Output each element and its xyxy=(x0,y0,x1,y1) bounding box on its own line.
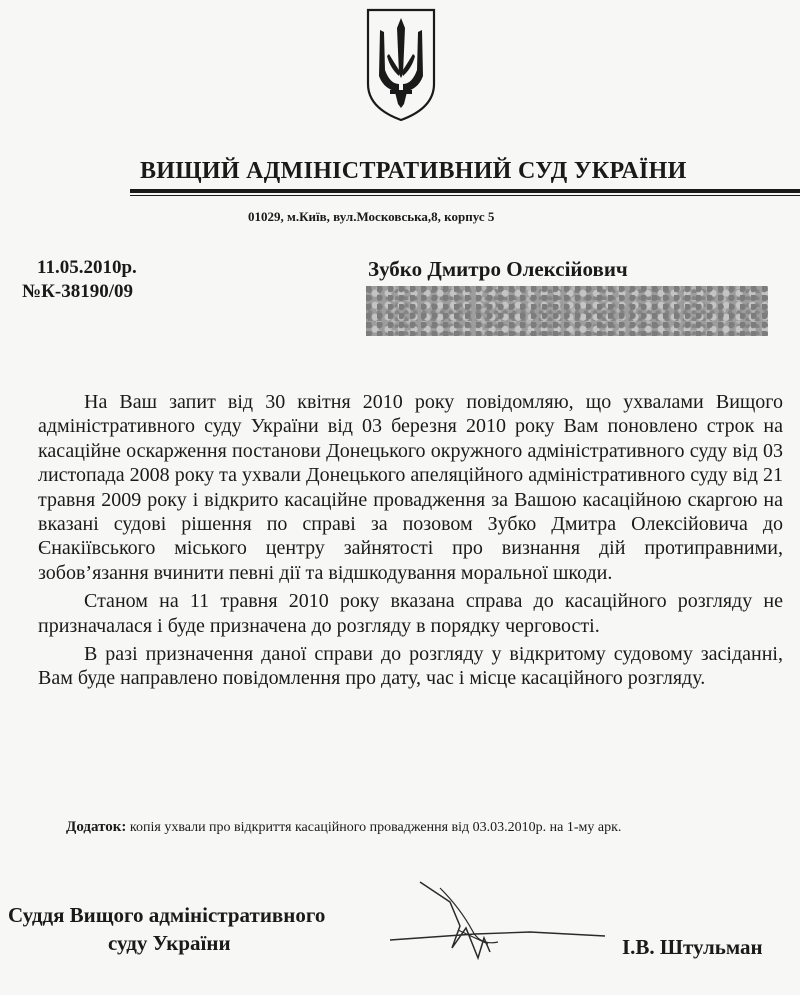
attachment-note xyxy=(66,819,621,836)
header-divider-thick xyxy=(130,189,800,193)
header-divider-thin xyxy=(130,195,800,196)
court-name-heading: ВИЩИЙ АДМІНІСТРАТИВНИЙ СУД УКРАЇНИ xyxy=(140,158,687,184)
recipient-name: Зубко Дмитро Олексійович xyxy=(368,257,628,281)
court-address: 01029, м.Київ, вул.Московська,8, корпус 5 xyxy=(248,209,495,224)
body-paragraph-1: На Ваш запит від 30 квітня 2010 року повідомляю, що ухвалами Вищого адміністративного суду України від 03 березня 2010 року Вам поновлено строк на касаційне оскарження постанови Донецького окружного адміністративного суду від 03 листопада 2008 року та ухвали Донецького апеляційного адміністративного суду від 21 травня 2009 року і відкрито касаційне провадження за Вашою касаційною скаргою на вказані судові рішення по справі за позовом Зубко Дмитра Олексійовича до Єнакіївського міського центру зайнятості про визнання дій протиправними, зобов’язання вчинити певні дії та відшкодування моральної шкоди. xyxy=(38,391,783,584)
handwritten-signature xyxy=(380,868,610,978)
letter-body xyxy=(38,390,783,691)
attachment-text: копія ухвали про відкриття касаційного провадження від 03.03.2010р. на 1-му арк. xyxy=(129,820,622,835)
attachment-label: Додаток: xyxy=(66,819,127,835)
body-paragraph-2: Станом на 11 травня 2010 року вказана справа до касаційного розгляду не призначалася і буде призначена до розгляду в порядку черговості. xyxy=(38,590,783,637)
body-paragraph-3: В разі призначення даної справи до розгляду у відкритому судовому засіданні, Вам буде направлено повідомлення про дату, час і місце касаційного розгляду. xyxy=(38,643,783,690)
signer-title-line-2: суду України xyxy=(108,931,231,955)
signer-title-line-1: Суддя Вищого адміністративного xyxy=(8,903,326,927)
redacted-address-block xyxy=(366,286,768,336)
coat-of-arms-emblem xyxy=(362,4,440,124)
letter-date: 11.05.2010р. xyxy=(37,257,137,278)
registration-number: №К-38190/09 xyxy=(22,281,133,302)
signer-name: І.В. Штульман xyxy=(622,935,763,959)
